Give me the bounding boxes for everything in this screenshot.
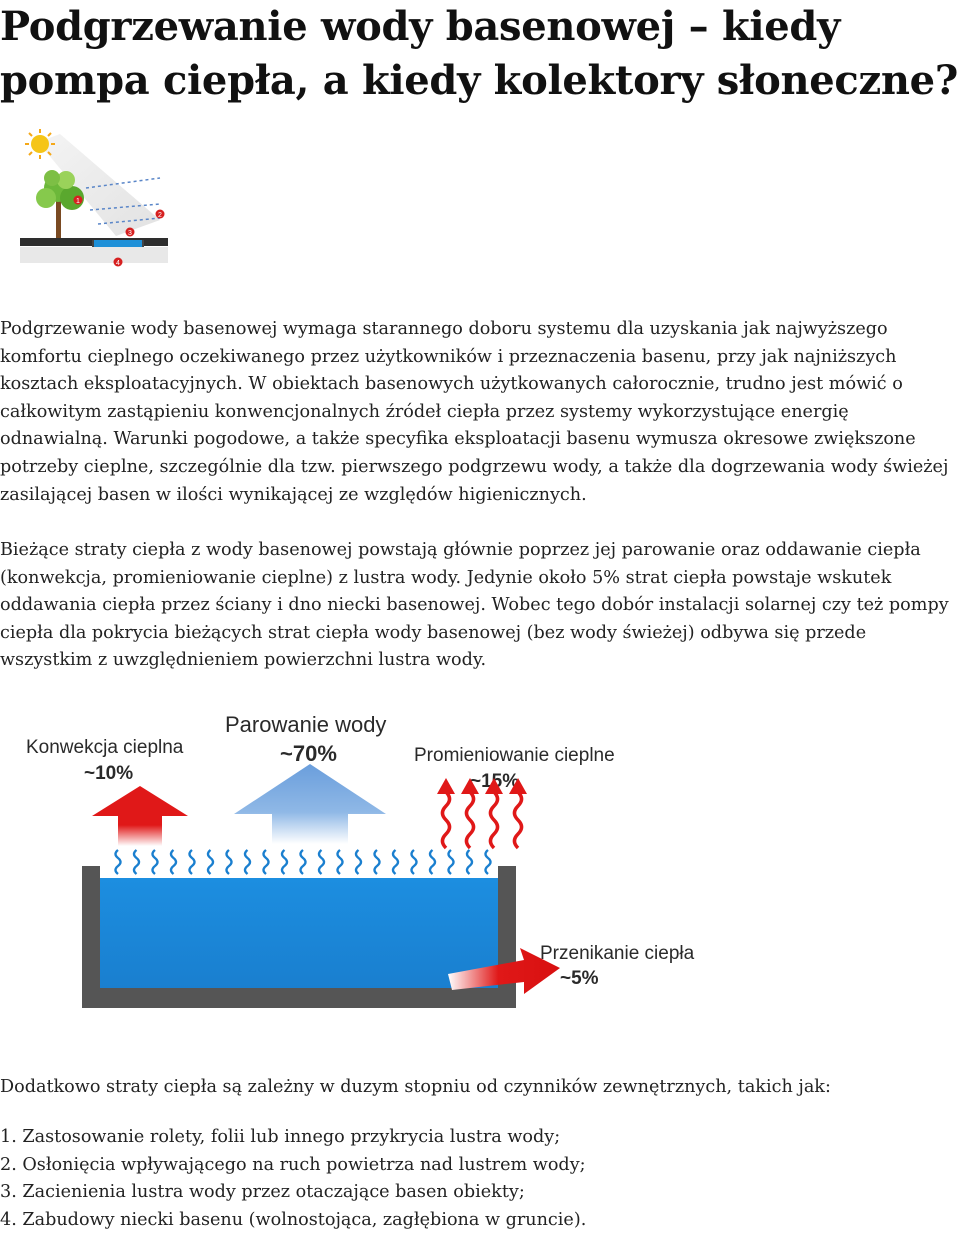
list-item: 3. Zacienienia lustra wody przez otaczające basen obiekty;	[0, 1182, 525, 1203]
list-item: 4. Zabudowy niecki basenu (wolnostojąca, zagłębiona w gruncie).	[0, 1209, 587, 1230]
steam-squiggle	[338, 850, 343, 874]
steam-squiggle	[375, 850, 380, 874]
promieniowanie-label: Promieniowanie cieplne	[414, 745, 615, 766]
page-title: Podgrzewanie wody basenowej – kiedy pompa ciepła, a kiedy kolektory słoneczne?	[0, 3, 958, 104]
steam-squiggle	[264, 850, 269, 874]
steam-squiggle	[208, 850, 213, 874]
steam-squiggle	[467, 850, 472, 874]
parowanie-arrow	[234, 764, 386, 844]
steam-squiggle	[227, 850, 232, 874]
parowanie-label: Parowanie wody	[225, 712, 387, 737]
steam-squiggle	[356, 850, 361, 874]
list-item: 2. Osłonięcia wpływającego na ruch powietrza nad lustrem wody;	[0, 1154, 586, 1175]
solar-pool-illustration	[20, 128, 168, 274]
svg-text:2: 2	[158, 212, 162, 219]
steam-squiggle	[486, 850, 491, 874]
paragraph-intro: Podgrzewanie wody basenowej wymaga starannego doboru systemu dla uzyskania jak najwyższego komfortu cieplnego oczekiwanego przez użytkowników i przeznaczenia basenu, przy jak najniższych kosztach eksploatacyjnych. W obiektach basenowych użytkowanych całorocznie, trudno jest mówić o całkowitym zastąpieniu konwencjonalnych źródeł ciepła przez systemy wykorzystujące energię odnawialną. Warunki pogodowe, a także specyfika eksploatacji basenu wymusza okresowe zwiększone potrzeby cieplne, szczególnie dla tzw. pierwszego podgrzewu wody, a także dla dogrzewania wody świeżej zasilającej basen w ilości wynikającej ze względów higienicznych.	[0, 319, 949, 505]
steam-squiggle	[171, 850, 176, 874]
svg-text:4: 4	[116, 260, 120, 267]
steam-squiggle	[319, 850, 324, 874]
konwekcja-arrow	[92, 786, 188, 846]
konwekcja-value: ~10%	[84, 763, 134, 784]
steam-squiggle	[134, 850, 139, 874]
steam-squiggle	[153, 850, 158, 874]
steam-squiggle	[412, 850, 417, 874]
marker-3	[126, 228, 135, 238]
marker-4	[114, 258, 123, 268]
basin-water	[100, 878, 498, 988]
steam-squiggle	[116, 850, 121, 874]
steam-squiggle	[393, 850, 398, 874]
steam-squiggle	[245, 850, 250, 874]
steam-squiggle	[430, 850, 435, 874]
przenikanie-value: ~5%	[560, 968, 599, 989]
konwekcja-label: Konwekcja cieplna	[26, 737, 184, 758]
przenikanie-label: Przenikanie ciepła	[540, 943, 695, 964]
heat-loss-diagram	[0, 698, 760, 1028]
steam-squiggle	[449, 850, 454, 874]
steam-squiggle	[190, 850, 195, 874]
steam-squiggles	[116, 850, 491, 874]
svg-text:1: 1	[76, 198, 80, 205]
steam-squiggle	[282, 850, 287, 874]
factor-list	[0, 1124, 586, 1234]
steam-squiggle	[301, 850, 306, 874]
list-item: 1. Zastosowanie rolety, folii lub innego przykrycia lustra wody;	[0, 1127, 561, 1147]
paragraph-heat-losses: Bieżące straty ciepła z wody basenowej powstają głównie poprzez jej parowanie oraz oddawanie ciepła (konwekcja, promieniowanie cieplne) z lustra wody. Jedynie około 5% strat ciepła powstaje wskutek oddawania ciepła przez ściany i dno niecki basenowej. Wobec tego dobór instalacji solarnej czy też pompy ciepła dla pokrycia bieżących strat ciepła wody basenowej (bez wody świeżej) odbywa się przede wszystkim z uwzględnieniem powierzchni lustra wody.	[0, 540, 949, 671]
paragraph-external-factors: Dodatkowo straty ciepła są zależny w duzym stopniu od czynników zewnętrznych, takich jak:	[0, 1077, 831, 1097]
svg-text:3: 3	[128, 230, 132, 237]
parowanie-value: ~70%	[280, 741, 337, 766]
